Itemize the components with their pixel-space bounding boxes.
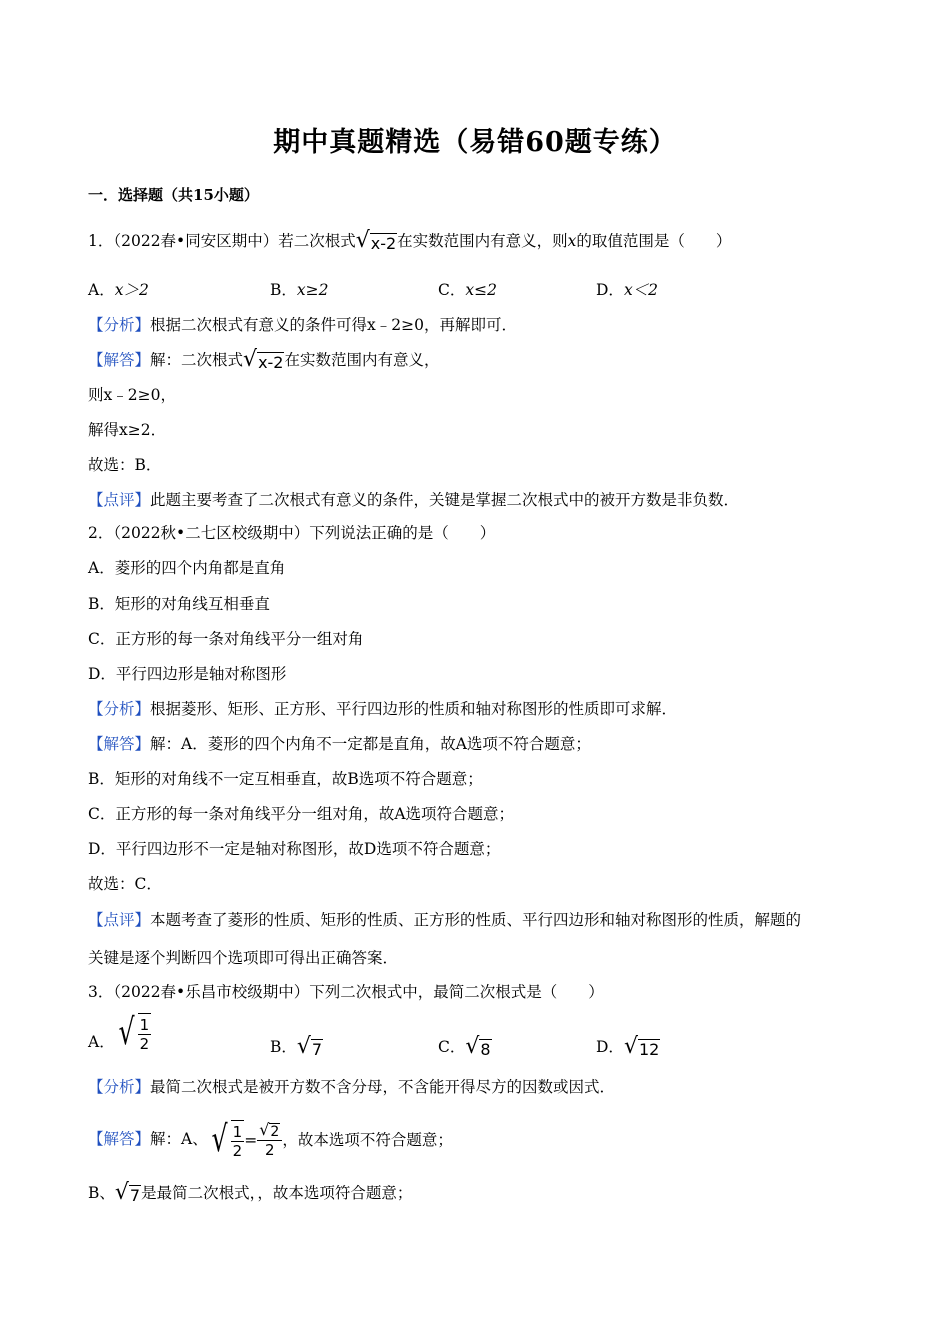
q3-option-a-denominator: 2 xyxy=(139,1035,150,1053)
q2-option-c: C．正方形的每一条对角线平分一组对角 xyxy=(88,630,364,648)
answer-tag: 【解答】 xyxy=(88,351,151,369)
q2-comment-text-1: 本题考查了菱形的性质、矩形的性质、正方形的性质、平行四边形和轴对称图形的性质，解题的 xyxy=(150,911,802,929)
q3-analysis-text: 最简二次根式是被开方数不含分母，不含能开得尽方的因数或因式． xyxy=(150,1078,616,1096)
q2-answer-line2: B．矩形的对角线不一定互相垂直，故B选项不符合题意； xyxy=(88,770,483,788)
q1-option-c xyxy=(438,279,497,301)
q3-answer-result-radicand: 2 xyxy=(270,1123,280,1140)
q3-option-d-radicand: 12 xyxy=(638,1040,660,1059)
q3-answer-1b: ，故本选项不符合题意； xyxy=(282,1131,453,1149)
q2-answer-line5: 故选：C． xyxy=(88,875,162,893)
q1-stem xyxy=(88,230,731,254)
q3-answer-1a: 解：A、 xyxy=(150,1130,208,1148)
section-heading: 一．选择题（共15小题） xyxy=(88,186,259,204)
q1-var: x xyxy=(567,232,577,250)
q1-option-b-label: B． xyxy=(270,281,297,299)
q3-option-a xyxy=(88,1013,151,1053)
q3-stem: 3．（2022春•乐昌市校级期中）下列二次根式中，最简二次根式是（ ） xyxy=(88,983,604,1001)
q2-stem: 2．（2022秋•二七区校级期中）下列说法正确的是（ ） xyxy=(88,524,496,542)
q3-option-b-radicand: 7 xyxy=(311,1040,323,1059)
q3-equals-sign: = xyxy=(244,1131,258,1149)
q3-option-b-radical: √7 xyxy=(296,1034,323,1059)
q2-answer-line3: C．正方形的每一条对角线平分一组对角，故A选项符合题意； xyxy=(88,805,515,823)
q2-answer-1: 解：A．菱形的四个内角不一定都是直角，故A选项不符合题意； xyxy=(150,735,591,753)
q3-option-d-label: D． xyxy=(596,1038,624,1056)
q1-option-b-value: x≥2 xyxy=(296,281,329,299)
q1-option-a-label: A． xyxy=(88,281,115,299)
q1-radical: √x-2 xyxy=(355,228,397,253)
q3-answer-2a: B、 xyxy=(88,1184,115,1202)
q2-option-b: B．矩形的对角线互相垂直 xyxy=(88,595,270,613)
q1-answer-line4: 故选：B． xyxy=(88,456,162,474)
q1-radicand: x-2 xyxy=(370,234,397,253)
q3-answer-line2 xyxy=(88,1182,412,1206)
q3-option-b xyxy=(270,1036,323,1060)
q1-answer-1b: 在实数范围内有意义， xyxy=(284,351,440,369)
q3-analysis xyxy=(88,1076,615,1098)
q1-option-a xyxy=(88,279,149,301)
q1-comment-text: 此题主要考查了二次根式有意义的条件，关键是掌握二次根式中的被开方数是非负数． xyxy=(150,491,740,509)
q3-option-c-radical: √8 xyxy=(465,1034,491,1059)
q2-comment-line2: 关键是逐个判断四个选项即可得出正确答案． xyxy=(88,949,399,967)
answer-tag: 【解答】 xyxy=(88,735,151,753)
q3-answer-2-radicand: 7 xyxy=(129,1186,141,1205)
q2-analysis xyxy=(88,698,677,720)
q1-answer-line2: 则x﹣2≥0， xyxy=(88,386,176,404)
q3-option-d xyxy=(596,1036,660,1060)
q3-option-a-numerator: 1 xyxy=(139,1016,150,1034)
q1-option-c-value: x≤2 xyxy=(465,281,497,299)
q1-stem-suffix: 的取值范围是（ ） xyxy=(576,232,732,250)
q3-answer-denominator: 2 xyxy=(232,1142,243,1160)
q3-option-c xyxy=(438,1036,492,1060)
analysis-tag: 【分析】 xyxy=(88,316,151,334)
q3-option-b-label: B． xyxy=(270,1038,297,1056)
q3-option-c-label: C． xyxy=(438,1038,466,1056)
q3-answer-radical: √ $\frac{1}{2}$ xyxy=(211,1119,243,1160)
q1-option-c-label: C． xyxy=(438,281,466,299)
q1-comment xyxy=(88,489,739,511)
q3-option-a-radical: √ $\frac{1}{2}$ xyxy=(118,1012,150,1053)
analysis-tag: 【分析】 xyxy=(88,1078,151,1096)
q1-analysis-text: 根据二次根式有意义的条件可得x﹣2≥0，再解即可． xyxy=(150,316,517,334)
q2-option-a: A．菱形的四个内角都是直角 xyxy=(88,559,286,577)
q3-answer-line1 xyxy=(88,1110,453,1169)
q3-option-a-label: A． xyxy=(88,1033,115,1051)
q3-answer-numerator: 1 xyxy=(232,1123,243,1141)
q2-option-d: D．平行四边形是轴对称图形 xyxy=(88,665,287,683)
q1-answer-radicand: x-2 xyxy=(258,353,284,372)
q2-answer-line4: D．平行四边形不一定是轴对称图形，故D选项不符合题意； xyxy=(88,840,501,858)
q1-option-d-value: x＜2 xyxy=(623,281,659,299)
analysis-tag: 【分析】 xyxy=(88,700,151,718)
comment-tag: 【点评】 xyxy=(88,911,151,929)
answer-tag: 【解答】 xyxy=(88,1130,151,1148)
q1-option-d-label: D． xyxy=(596,281,624,299)
q3-option-c-radicand: 8 xyxy=(480,1040,491,1059)
q1-option-a-value: x＞2 xyxy=(114,281,149,299)
q1-stem-prefix: 1．（2022春•同安区期中）若二次根式 xyxy=(88,232,356,250)
q1-analysis xyxy=(88,314,517,336)
q3-answer-2b: 是最简二次根式，，故本选项符合题意； xyxy=(141,1184,413,1202)
q1-answer-line1 xyxy=(88,349,440,373)
q1-stem-mid: 在实数范围内有意义，则 xyxy=(397,232,568,250)
comment-tag: 【点评】 xyxy=(88,491,151,509)
q1-answer-line3: 解得x≥2． xyxy=(88,421,167,439)
q3-answer-result-denominator: 2 xyxy=(265,1140,275,1159)
q1-option-d xyxy=(596,279,658,301)
q1-answer-1a: 解：二次根式 xyxy=(150,351,244,369)
q3-answer-2-radical: √7 xyxy=(114,1180,141,1205)
q3-answer-result: $\frac{√2}{2}$ xyxy=(257,1121,282,1159)
q2-answer-line1 xyxy=(88,733,591,755)
q1-answer-radical: √x-2 xyxy=(243,347,284,372)
q3-option-d-radical: √12 xyxy=(623,1034,660,1059)
q2-analysis-text: 根据菱形、矩形、正方形、平行四边形的性质和轴对称图形的性质即可求解． xyxy=(150,700,678,718)
page-title: 期中真题精选（易错60题专练） xyxy=(273,127,677,158)
q1-option-b xyxy=(270,279,328,301)
q2-comment-line1 xyxy=(88,909,801,931)
